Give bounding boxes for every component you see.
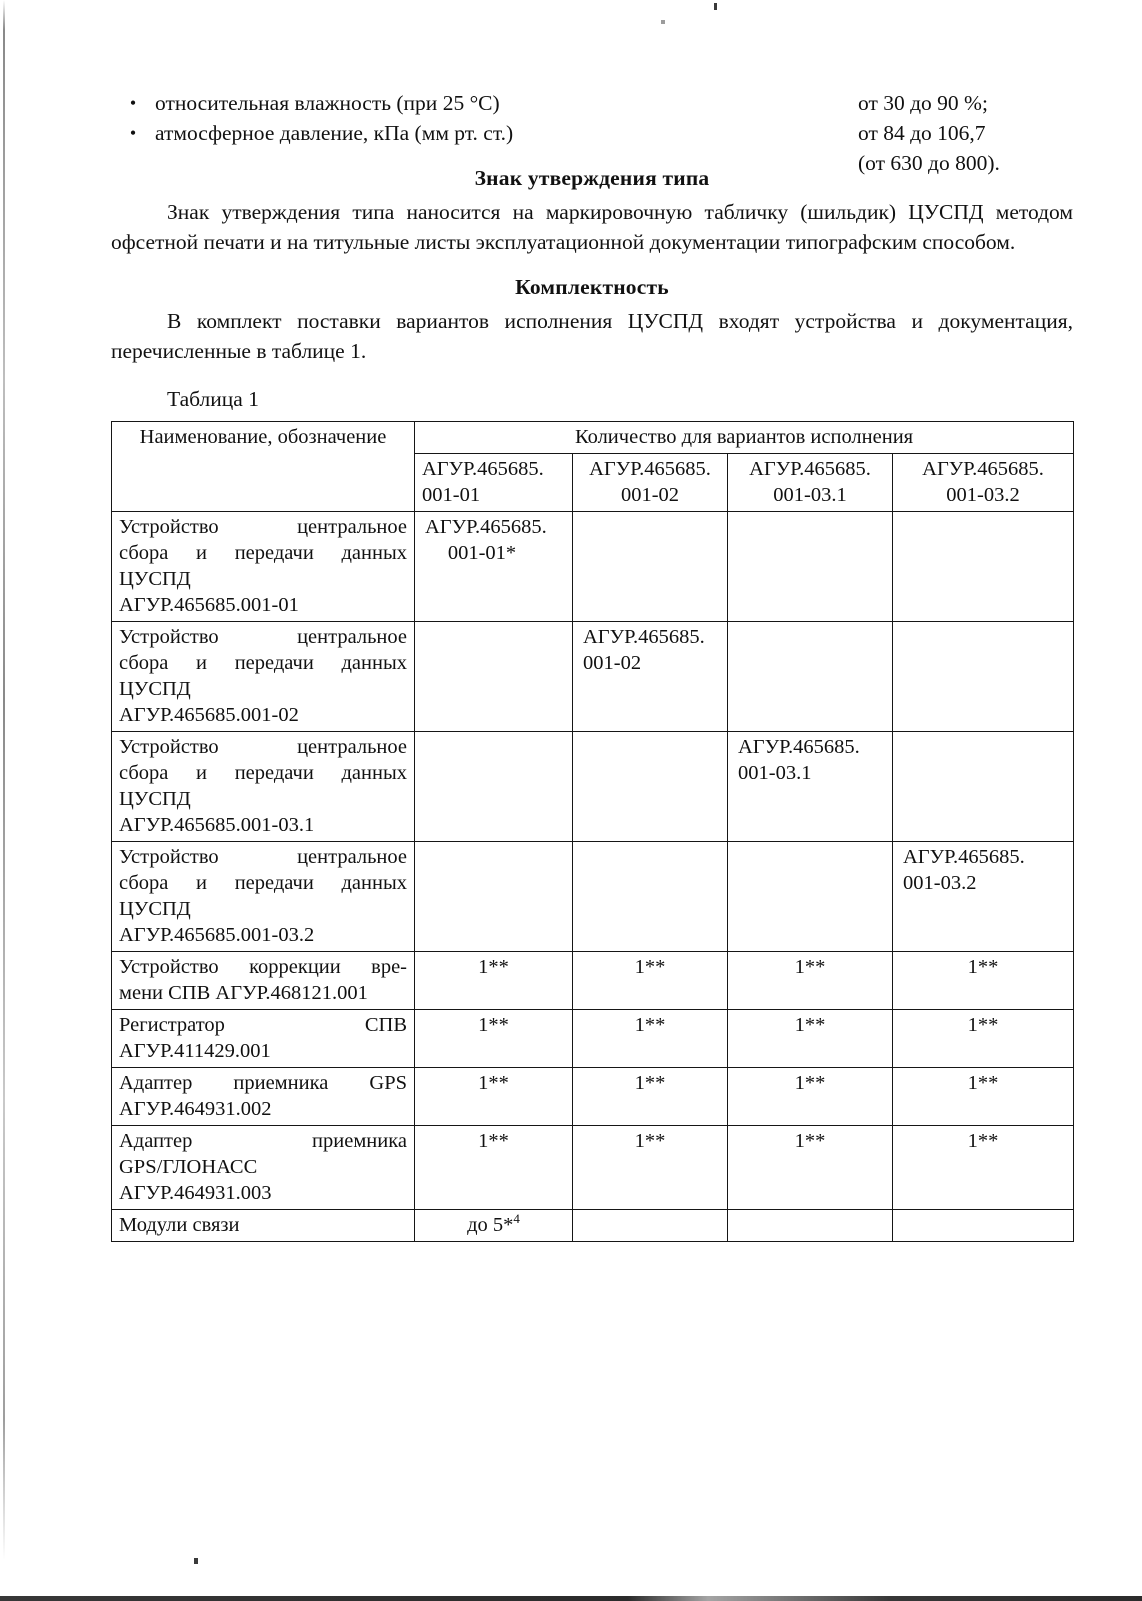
quantity-cell [415, 952, 573, 1010]
part-name-line: ЦУСПД [119, 678, 191, 700]
scan-edge-artifact [3, 0, 5, 1601]
quantity-value: 1** [794, 1072, 826, 1094]
designation-line1: АГУР.465685. [903, 846, 1025, 868]
paragraph-completeness: В комплект поставки вариантов исполнения ЦУСПД входят устройства и документация, перечисленные в таблице 1. [111, 309, 1073, 363]
quantity-cell-empty [893, 512, 1074, 622]
quantity-cell-empty [893, 1210, 1074, 1242]
quantity-cell [415, 1210, 573, 1242]
part-name-line: Устройство центральное [119, 516, 407, 538]
quantity-cell-empty [573, 1210, 728, 1242]
quantity-cell [573, 1068, 728, 1126]
delivery-set-table [111, 421, 1074, 1242]
spec-values-column [858, 88, 1073, 178]
designation-cell [573, 622, 728, 732]
quantity-cell [728, 1126, 893, 1210]
quantity-cell [893, 952, 1074, 1010]
table-row [112, 622, 1074, 732]
quantity-cell [573, 1126, 728, 1210]
part-name-line: АГУР.465685.001-02 [119, 704, 299, 726]
quantity-value: 1** [634, 1130, 666, 1152]
table-row [112, 952, 1074, 1010]
part-name-cell [112, 952, 415, 1010]
part-name-cell [112, 842, 415, 952]
table-row [112, 512, 1074, 622]
paragraph-type-approval-mark: Знак утверждения типа наносится на маркировочную табличку (шильдик) ЦУСПД методом офсетной печати и на титульные листы эксплуатационной документации типографским способом. [111, 200, 1073, 254]
quantity-cell [893, 1126, 1074, 1210]
part-name-line: Адаптер приемника GPS [119, 1072, 407, 1094]
table-row [112, 1210, 1074, 1242]
table-body [112, 512, 1074, 1242]
designation-line2: 001-03.2 [903, 872, 977, 894]
header-name-column: Наименование, обозначение [112, 422, 415, 512]
quantity-value: 1** [967, 1130, 999, 1152]
header-variant-001-03-1 [728, 454, 893, 512]
part-name-line: АГУР.411429.001 [119, 1040, 271, 1062]
part-name-line: Адаптер приемника [119, 1130, 407, 1152]
part-name-line: сбора и передачи данных [119, 872, 407, 894]
quantity-value: 1** [478, 1014, 509, 1036]
bullet-icon: • [129, 93, 137, 113]
table-header-row-group [112, 422, 1074, 454]
spec-value: (от 630 до 800). [858, 151, 1000, 175]
designation-cell [893, 842, 1074, 952]
quantity-value: 1** [967, 1014, 999, 1036]
spec-value: от 84 до 106,7 [858, 121, 986, 145]
quantity-value: 1** [794, 956, 826, 978]
designation-line1: АГУР.465685. [738, 736, 860, 758]
part-name-cell [112, 622, 415, 732]
quantity-cell [573, 1010, 728, 1068]
quantity-cell-empty [728, 622, 893, 732]
quantity-cell-empty [893, 732, 1074, 842]
part-name-line: Устройство центральное [119, 626, 407, 648]
quantity-cell [728, 952, 893, 1010]
designation-line1: АГУР.465685. [425, 516, 547, 538]
quantity-value: 1** [794, 1130, 826, 1152]
part-name-cell [112, 732, 415, 842]
quantity-cell-empty [415, 622, 573, 732]
table-row [112, 842, 1074, 952]
designation-line2: 001-02 [583, 652, 642, 674]
part-name-line: Модули связи [119, 1214, 240, 1236]
variant-code-line2: 001-03.2 [946, 484, 1020, 506]
spec-label: относительная влажность (при 25 °C) [155, 91, 500, 115]
header-group-quantity: Количество для вариантов исполнения [415, 422, 1074, 454]
part-name-cell [112, 1210, 415, 1242]
variant-code-line1: АГУР.465685. [589, 458, 711, 480]
section-heading-type-approval-mark: Знак утверждения типа [474, 166, 710, 190]
quantity-cell-empty [728, 842, 893, 952]
designation-line2: 001-01* [447, 542, 517, 564]
quantity-value: 1** [478, 956, 509, 978]
quantity-value: 1** [634, 956, 666, 978]
part-name-line: АГУР.464931.002 [119, 1098, 272, 1120]
quantity-cell-empty [573, 842, 728, 952]
header-variant-001-03-2 [893, 454, 1074, 512]
table-caption: Таблица 1 [167, 387, 259, 411]
designation-line2: 001-03.1 [738, 762, 812, 784]
part-name-line: Устройство центральное [119, 846, 407, 868]
part-name-cell [112, 512, 415, 622]
variant-code-line2: 001-03.1 [773, 484, 847, 506]
quantity-cell-empty [728, 1210, 893, 1242]
table-row [112, 1068, 1074, 1126]
part-name-line: АГУР.465685.001-01 [119, 594, 299, 616]
part-name-line: Регистратор СПВ [119, 1014, 407, 1036]
part-name-line: ЦУСПД [119, 898, 191, 920]
part-name-line: мени СПВ АГУР.468121.001 [119, 982, 368, 1004]
quantity-cell [893, 1010, 1074, 1068]
quantity-cell-empty [893, 622, 1074, 732]
quantity-cell [728, 1068, 893, 1126]
variant-code-line1: АГУР.465685. [749, 458, 871, 480]
scan-speck [194, 1558, 198, 1564]
variant-code-line2: 001-02 [620, 484, 680, 506]
quantity-value: 1** [478, 1130, 509, 1152]
part-name-line: Устройство центральное [119, 736, 407, 758]
part-name-line: сбора и передачи данных [119, 652, 407, 674]
table-row [112, 1126, 1074, 1210]
quantity-cell [415, 1126, 573, 1210]
part-name-line: ЦУСПД [119, 788, 191, 810]
quantity-cell [893, 1068, 1074, 1126]
page-content [111, 0, 1073, 1242]
part-name-line: АГУР.465685.001-03.2 [119, 924, 315, 946]
part-name-line: АГУР.465685.001-03.1 [119, 814, 315, 836]
quantity-value: 1** [967, 1072, 999, 1094]
quantity-cell [573, 952, 728, 1010]
part-name-cell [112, 1010, 415, 1068]
part-name-line: АГУР.464931.003 [119, 1182, 272, 1204]
section-heading-completeness: Комплектность [515, 275, 669, 299]
table-row [112, 1010, 1074, 1068]
variant-code-line1: АГУР.465685. [922, 458, 1044, 480]
quantity-cell-empty [573, 732, 728, 842]
environmental-specs-list [111, 88, 1073, 175]
part-name-line: Устройство коррекции вре- [119, 956, 407, 978]
scan-bottom-artifact [0, 1596, 1142, 1601]
quantity-cell-empty [415, 732, 573, 842]
spec-label: атмосферное давление, кПа (мм рт. ст.) [155, 121, 514, 145]
designation-line1: АГУР.465685. [583, 626, 705, 648]
quantity-value: 1** [478, 1072, 509, 1094]
quantity-value: 1** [634, 1072, 666, 1094]
header-variant-001-01 [415, 454, 573, 512]
quantity-cell [415, 1010, 573, 1068]
quantity-value: 1** [634, 1014, 666, 1036]
header-variant-001-02 [573, 454, 728, 512]
variant-code-line1: АГУР.465685. [422, 458, 544, 480]
part-name-line: GPS/ГЛОНАСС [119, 1156, 258, 1178]
quantity-value: 1** [794, 1014, 826, 1036]
quantity-cell [728, 1010, 893, 1068]
quantity-cell-empty [415, 842, 573, 952]
bullet-icon: • [129, 123, 137, 143]
part-name-line: сбора и передачи данных [119, 542, 407, 564]
designation-cell [728, 732, 893, 842]
part-name-line: сбора и передачи данных [119, 762, 407, 784]
spec-value: от 30 до 90 %; [858, 91, 988, 115]
designation-cell [415, 512, 573, 622]
part-name-cell [112, 1068, 415, 1126]
variant-code-line2: 001-01 [422, 484, 481, 506]
quantity-value: 1** [967, 956, 999, 978]
quantity-value: до 5* [467, 1214, 514, 1236]
quantity-cell-empty [728, 512, 893, 622]
part-name-line: ЦУСПД [119, 568, 191, 590]
part-name-cell [112, 1126, 415, 1210]
quantity-cell-empty [573, 512, 728, 622]
footnote-superscript: 4 [513, 1211, 520, 1227]
quantity-cell [415, 1068, 573, 1126]
table-row [112, 732, 1074, 842]
